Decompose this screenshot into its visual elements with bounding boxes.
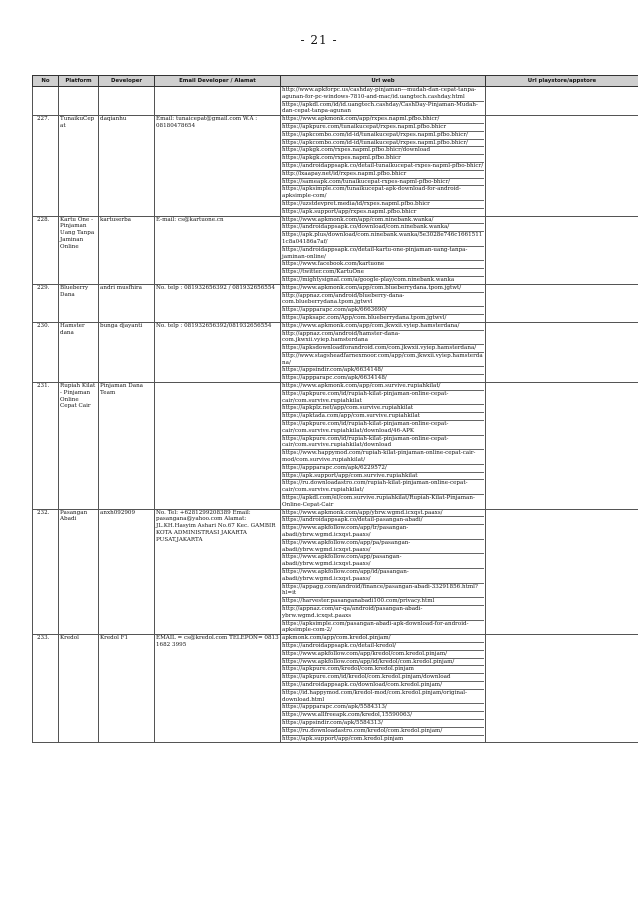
platform-cell: Rupiah Kilat - Pinjaman Online Cepat Cair <box>59 383 99 510</box>
url-link[interactable]: https://apkpure.com/tunaikucepat/rxpes.napml.pfbo.bhicr <box>282 123 484 131</box>
url-link[interactable]: https://www.apkmonk.com/app/com.ninebank.wanka/ <box>282 216 434 223</box>
developer-cell: daqianhu <box>99 116 155 216</box>
table-body <box>33 87 638 743</box>
page-number: - 21 - <box>300 33 338 47</box>
url-link[interactable]: https://www.apkmonk.com/app/com.survive.rupiahkilat/ <box>282 383 441 390</box>
playstore-cell <box>486 509 638 635</box>
header-no: No <box>33 76 59 87</box>
url-link[interactable]: https://www.apkfollow.com/app/pasangan-abadi/ybrw.wgmd.icxqst.paaxs/ <box>282 553 484 568</box>
email-cell: No. Tel: +6281299208389 Email: pasangana@yahoo.com Alamat: JL.KH.Hasyim Ashari No.67 Kec. GAMBIR KOTA ADMINISTRASI JAKARTA PUSAT,JAKARTA <box>155 509 281 635</box>
row-number: 228. <box>33 216 59 284</box>
url-link[interactable]: https://apksimple.com/tunaikucepat-apk-download-for-android-apksimple-com/ <box>282 185 484 200</box>
url-link[interactable]: https://apk.support/app/rxpes.napml.pfbo.bhicr <box>282 208 484 216</box>
platform-cell: Pasangan Abadi <box>59 509 99 635</box>
email-cell: No. telp : 081932656392 / 081932656554 <box>155 284 281 322</box>
developer-cell <box>99 87 155 116</box>
playstore-cell <box>486 322 638 382</box>
url-link[interactable]: https://apksdownloadforandroid.com/com.jkwxii.vyiep.hamsterdana/ <box>282 344 484 352</box>
url-link[interactable]: https://www.happymod.com/rupiah-kilat-pinjaman-online-cepat-cair-mod/com.survive.rupiahkilat/ <box>282 449 484 464</box>
url-cell <box>281 383 486 510</box>
url-link[interactable]: https://appparapc.com/apk/6229572/ <box>282 464 484 472</box>
url-link[interactable]: https://androidappsapk.co/download/com.kredol.pinjam/ <box>282 681 484 689</box>
url-link[interactable]: https://appsindir.com/apk/5584313/ <box>282 719 484 727</box>
url-link[interactable]: https://www.apkfollow.com/app/id/pasangan-abadi/ybrw.wgmd.icxqst.paaxs/ <box>282 568 484 583</box>
developer-cell: andri musfhira <box>99 284 155 322</box>
url-link[interactable]: https://appagg.com/android/finance/pasangan-abadi-33291856.html?hl=it <box>282 583 484 598</box>
developer-cell: Kredol F1 <box>99 635 155 743</box>
platform-cell: Kartu One - Pinjaman Uang Tanpa Jaminan Online <box>59 216 99 284</box>
url-link[interactable]: https://apksimple.com/pasangan-abadi-apk-download-for-android-apksimple-com-2/ <box>282 620 484 635</box>
developer-cell: anxh092909 <box>99 509 155 635</box>
url-cell <box>281 509 486 635</box>
url-link[interactable]: https://androidappsapk.co/detail-pasangan-abadi/ <box>282 516 484 524</box>
playstore-cell <box>486 87 638 116</box>
playstore-cell <box>486 383 638 510</box>
url-link[interactable]: http://www.stagsheadfarnexmoor.com/app/com.jkwxii.vyiep.hamsterdana/ <box>282 352 483 366</box>
table-row <box>33 509 638 635</box>
row-number <box>33 87 59 116</box>
url-link[interactable]: https://apkpure.com/id/rupiah-kilat-pinjaman-online-cepat-cair/com.survive.rupiahkilat/download/46-APK <box>282 420 484 435</box>
playstore-cell <box>486 116 638 216</box>
email-cell: Email: tunaicepat@gmail.com W.A : 08180478654 <box>155 116 281 216</box>
url-link[interactable]: https://apk.support/app/com.kredol.pinjam <box>282 735 484 743</box>
url-cell <box>281 216 486 284</box>
url-link[interactable]: https://www.allfreeapk.com/kredol,15590063/ <box>282 711 484 719</box>
header-email: Email Developer / Alamat <box>155 76 281 87</box>
platform-cell: TunaikuCepat <box>59 116 99 216</box>
url-link[interactable]: https://apk.plus/download/com.ninebank.wanka/5e3028e746c16615111c8a04186a7af/ <box>282 232 483 245</box>
header-developer: Developer <box>99 76 155 87</box>
url-link[interactable]: https://www.apkfollow.com/app/tr/pasangan-abadi/ybrw.wgmd.icxqst.paaxs/ <box>282 524 484 539</box>
url-link[interactable]: https://www.apkfollow.com/app/pa/pasangan-abadi/ybrw.wgmd.icxqst.paaxs/ <box>282 539 484 554</box>
url-link[interactable]: https://www.apkmonk.com/app/com.blueberrydana.tpom.jgtwt/ <box>282 284 462 291</box>
platform-cell: Kredol <box>59 635 99 743</box>
url-link[interactable]: http://www.apkforpc.us/cashday-pinjaman---mudah-dan-cepat-tanpa-agunan-for-pc-windows-7810-and-mac/id.uangtech.cashday.html <box>282 87 477 100</box>
url-link[interactable]: https://apkgk.com/rxpes.napml.pfbo.bhicr <box>282 154 484 162</box>
url-link[interactable]: https://apk.support/app/com.survive.rupiahkilat <box>282 472 484 480</box>
playstore-cell <box>486 635 638 743</box>
url-link[interactable]: https://ru.downloadastro.com/rupiah-kilat-pinjaman-online-cepat-cair/com.survive.rupiahkilat/ <box>282 479 484 494</box>
url-link[interactable]: http://appnaz.com/ar-qa/android/pasangan-abadi-ybrw.wgmd.icxqst.paaxs <box>282 605 484 620</box>
email-cell <box>155 87 281 116</box>
url-cell <box>281 87 486 116</box>
url-link[interactable]: https://harvester.pasanganabadi100.com/privacy.html <box>282 597 484 605</box>
row-number: 232. <box>33 509 59 635</box>
url-link[interactable]: https://apkpure.com/kredol/com.kredol.pinjam <box>282 665 484 673</box>
platform-cell <box>59 87 99 116</box>
url-link[interactable]: https://appsindir.com/apk/6634148/ <box>282 366 484 374</box>
url-link[interactable]: https://www.apkfollow.com/app/id/kredol/com.kredol.pinjam/ <box>282 658 484 666</box>
row-number: 230. <box>33 322 59 382</box>
url-link[interactable]: https://apktada.com/app/com.survive.rupiahkilat <box>282 412 484 420</box>
row-number: 233. <box>33 635 59 743</box>
table-header-row <box>33 76 638 87</box>
developer-cell: kartuserba <box>99 216 155 284</box>
url-link[interactable]: https://appparapc.com/apk/6663690/ <box>282 306 484 314</box>
row-number: 231. <box>33 383 59 510</box>
url-link[interactable]: https://uzstdevpret.media/id/rxpes.napml.pfbo.bhicr <box>282 200 484 208</box>
url-link[interactable]: http://appnaz.com/android/hamster-dana-com.jkwxii.vyiep.hamsterdana <box>282 330 484 345</box>
header-url-web: Url web <box>281 76 486 87</box>
header-platform: Platform <box>59 76 99 87</box>
url-link[interactable]: https://www.apkfollow.com/app/kredol/com.kredol.pinjam/ <box>282 650 484 658</box>
table-row <box>33 635 638 743</box>
table-row <box>33 383 638 510</box>
url-link[interactable]: https://apkcombo.com/id-id/tunaikucepat/rxpes.napml.pfbo.bhicr/ <box>282 139 484 147</box>
url-link[interactable]: https://www.facebook.com/kartuone <box>282 260 484 268</box>
url-link[interactable]: https://id.happymod.com/kredol-mod/com.kredol.pinjam/original-download.html <box>282 689 484 704</box>
url-link[interactable]: https://apkdl.com/id/id.uangtech.cashday/CashDay-Pinjaman-Mudah-dan-cepat-tanpa-agunan <box>282 101 484 116</box>
url-link[interactable]: https://androidappsapk.co/download/com.ninebank.wanka/ <box>282 223 484 231</box>
url-link[interactable]: https://www.apkmonk.com/app/com.jkwxii.vyiep.hamsterdana/ <box>282 322 460 329</box>
header-playstore: Url playstore/appstore <box>486 76 638 87</box>
url-link[interactable]: https://apkcombo.com/id-id/tunaikucepat/rxpes.napml.pfbo.bhicr/ <box>282 131 484 139</box>
url-cell <box>281 322 486 382</box>
url-link[interactable]: https://twitter.com/KartuOne <box>282 268 484 276</box>
email-cell: No. telp : 081932656392/081932656554 <box>155 322 281 382</box>
url-link[interactable]: https://apkpure.com/id/rupiah-kilat-pinjaman-online-cepat-cair/com.survive.rupiahkilat <box>282 390 484 405</box>
url-link[interactable]: http://appnaz.com/android/blueberry-dana-com.blueberrydana.tpom.jgtwvl <box>282 292 484 307</box>
url-link[interactable]: https://mightysignal.com/a/google-play/com.ninebank.wanka <box>282 276 484 284</box>
url-link[interactable]: http://lxaapay.net/id/rxpes.napml.pfbo.bhicr <box>282 170 484 178</box>
platform-cell: Hamster dana <box>59 322 99 382</box>
url-link[interactable]: https://androidappsapk.co/detail-kredol/ <box>282 642 484 650</box>
url-cell <box>281 116 486 216</box>
apps-table <box>32 75 638 743</box>
email-cell: E-mail: cs@kartuone.cn <box>155 216 281 284</box>
row-number: 229. <box>33 284 59 322</box>
url-link[interactable]: https://sameapk.com/tunaikucepat-rxpes-napml-pfbo-bhicr/ <box>282 178 484 186</box>
table-row <box>33 87 638 116</box>
developer-cell: bunga djayanti <box>99 322 155 382</box>
url-link[interactable]: https://apkpure.com/id/rupiah-kilat-pinjaman-online-cepat-cair/com.survive.rupiahkilat/download <box>282 435 484 450</box>
url-link[interactable]: https://ru.downloadastro.com/kredol/com.kredol.pinjam/ <box>282 727 484 735</box>
url-link[interactable]: https://apkpure.com/id/kredol/com.kredol.pinjam/download <box>282 673 484 681</box>
url-link[interactable]: https://apkgk.com/rxpes.napml.pfbo.bhicr/download <box>282 146 484 154</box>
developer-cell: Pinjaman Dana Team <box>99 383 155 510</box>
table-row <box>33 284 638 322</box>
row-number: 227. <box>33 116 59 216</box>
playstore-cell <box>486 216 638 284</box>
url-cell <box>281 635 486 743</box>
url-cell <box>281 284 486 322</box>
url-link[interactable]: https://www.apkmonk.com/app/ybrw.wgmd.icxqst.paaxs/ <box>282 509 443 516</box>
table-row <box>33 216 638 284</box>
url-link[interactable]: https://androidappsapk.co/detail-tunaikucepat-rxpes-napml-pfbo-bhicr/ <box>282 162 484 169</box>
url-link[interactable]: apkmonk.com/app/com.kredol.pinjam/ <box>282 635 391 642</box>
url-link[interactable]: https://appparapc.com/apk/6634148/ <box>282 374 484 382</box>
table-row <box>33 322 638 382</box>
playstore-cell <box>486 284 638 322</box>
url-link[interactable]: https://apkplz.net/app/com.survive.rupiahkilat <box>282 404 484 412</box>
url-link[interactable]: https://androidappsapk.co/detail-kartu-one-pinjaman-uang-tanpa-jaminan-online/ <box>282 246 484 261</box>
table-row <box>33 116 638 216</box>
url-link[interactable]: https://appparapc.com/apk/5584313/ <box>282 703 484 711</box>
email-cell <box>155 383 281 510</box>
url-link[interactable]: https://www.apkmonk.com/app/rxpes.napml.pfbo.bhicr/ <box>282 116 440 123</box>
url-link[interactable]: https://apksapc.com/App/com.blueberrydana.tpom.jgtwvl/ <box>282 314 484 322</box>
email-cell: EMAIL = cs@kredol.com TELEPON= 0813 1682 3995 <box>155 635 281 743</box>
platform-cell: Blueberry Dana <box>59 284 99 322</box>
url-link[interactable]: https://apkdl.com/el/com.survive.rupiahkilat/Rupiah-Kilat-Pinjaman-Online-Cepat-Cair <box>282 494 484 509</box>
